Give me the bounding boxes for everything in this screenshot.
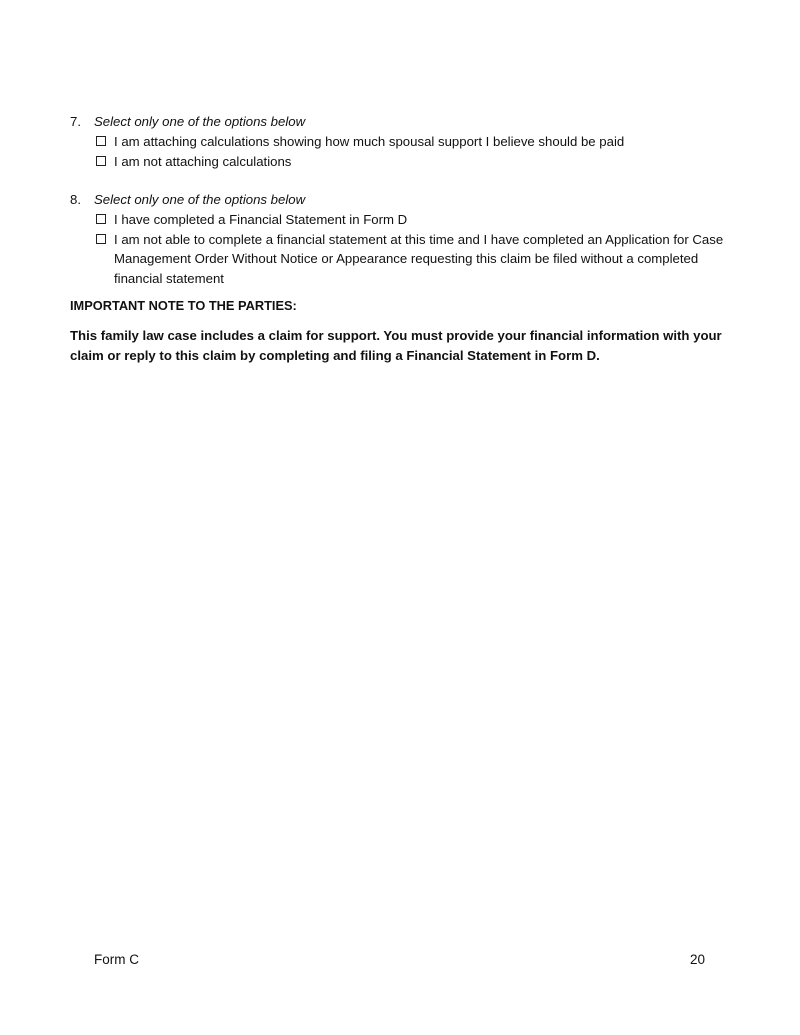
option-completed-financial-statement[interactable] [70,210,740,230]
option-label: I am not attaching calculations [114,153,292,169]
option-unable-to-complete-financial-statement[interactable] [70,230,740,289]
checkbox[interactable] [96,136,106,146]
question-8 [70,190,740,288]
question-instruction: Select only one of the options below [94,114,306,129]
checkbox[interactable] [96,234,106,244]
footer-page-number: 20 [690,952,706,967]
option-not-attaching-calculations[interactable] [70,152,740,172]
checkbox[interactable] [96,214,106,224]
important-note [70,296,740,366]
important-note-body: This family law case includes a claim for support. You must provide your financial information with your claim or reply to this claim by completing and filing a Financial Statement in Form D. [70,328,722,363]
option-attaching-calculations[interactable] [70,132,740,152]
question-number: 8. [70,192,81,207]
important-note-heading: IMPORTANT NOTE TO THE PARTIES: [70,298,297,313]
checkbox[interactable] [96,156,106,166]
question-header [70,112,740,132]
question-number: 7. [70,114,81,129]
footer-form-label: Form C [94,952,139,967]
option-label: I have completed a Financial Statement in Form D [114,212,408,227]
option-label: I am not able to complete a financial statement at this time and I have completed an Application for Case Management Order Without Notice or Appearance requesting this claim be filed without a completed financial statement [114,231,724,286]
question-header [70,190,740,210]
question-instruction: Select only one of the options below [94,192,306,207]
option-label: I am attaching calculations showing how much spousal support I believe should be paid [114,134,625,149]
question-7 [70,112,740,171]
